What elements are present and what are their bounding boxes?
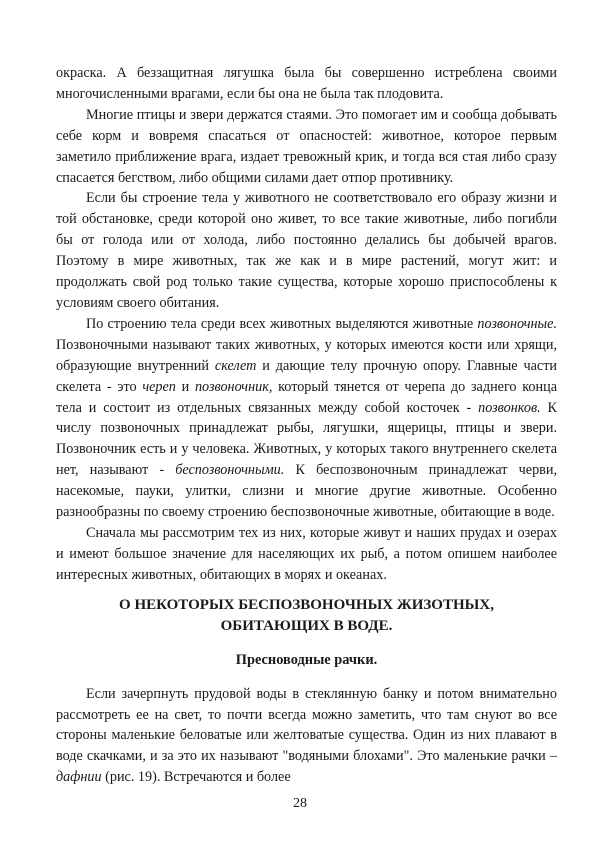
text-run: К беспозвоночным принадлежат черви, насекомые, пауки, улитки, слизни и многие другие животные. Особенно разнообразны по своему строению беспозвоночные животные, обитающие в воде. [56,462,557,521]
page-body [56,63,557,788]
text-run: который тянется от черепа до заднего конца тела и состоит из отдельных связанных между собой косточек - [56,378,557,416]
page-number: 28 [293,796,307,811]
paragraph-5: Сначала мы рассмотрим тех из них, которые живут и наших прудах и озерах и имеют большое значение для населяющих их рыб, а потом опишем наиболее интересных животных, обитающих в морях и океанах. [56,524,557,583]
text-run: Если зачерпнуть прудовой воды в стеклянную банку и потом внимательно рассмотреть ее на свет, то почти всегда можно заметить, что там снуют во все стороны маленькие беловатые или желтоватые существа. Один из них плавают в воде скачками, и за это их называют "водяными блохами". Это маленькие рачки – [56,685,557,765]
paragraph-3: Если бы строение тела у животного не соответствовало его образу жизни и той обстановке, среди которой оно живет, то все такие животные, либо погибли бы от голода или от холода, либо постоянно делались бы добычей врагов. Поэтому в мире животных, так же как и в мире растений, могут жит: и продолжать свой род только такие существа, которые хорошо приспособлены к условиям своего обитания. [56,190,557,311]
term-vertebrae: позвонков. [478,399,541,416]
text-run: (рис. 19). Встречаются и более [101,769,291,786]
term-daphnia: дафнии [56,769,102,786]
text-run: и дающие телу прочную опору. Главные части скелета - это [56,357,557,395]
paragraph-1: окраска. А беззащитная лягушка была бы совершенно истреблена своими многочисленными врагами, если бы она не была так плодовита. [56,65,557,102]
text-run: Позвоночными называют таких животных, у которых имеются кости или хрящи, образующие внутренний [56,336,557,374]
term-skeleton: скелет [214,357,257,374]
section-heading-line-1: О НЕКОТОРЫХ БЕСПОЗВОНОЧНЫХ ЖИЗОТНЫХ, [119,596,494,613]
text-run: и [175,378,195,395]
paragraph-2: Многие птицы и звери держатся стаями. Это помогает им и сообща добывать себе корм и вовремя спасаться от опасностей: животное, которое первым заметило приближение врага, издает тревожный крик, и тогда вся стая либо сразу спасается бегством, либо общими силами дает отпор противнику. [56,106,557,186]
paragraph-4 [56,314,557,523]
term-invertebrates: беспозвоночными. [175,462,285,479]
term-skull: череп [142,378,176,395]
term-spine: позвоночник, [194,378,273,395]
section-heading-line-2: ОБИТАЮЩИХ В ВОДЕ. [220,617,393,634]
text-run: По строению тела среди всех животных выделяются животные [86,315,478,332]
paragraph-6 [56,684,557,789]
section-heading [56,595,557,637]
term-vertebrates: позвоночные. [477,315,557,332]
text-run: К числу позвоночных принадлежат рыбы, лягушки, ящерицы, птицы и звери. Позвоночник есть и у человека. Животных, у которых такого внутреннего скелета нет, называют - [56,399,558,479]
subsection-heading: Пресноводные рачки. [235,651,378,668]
